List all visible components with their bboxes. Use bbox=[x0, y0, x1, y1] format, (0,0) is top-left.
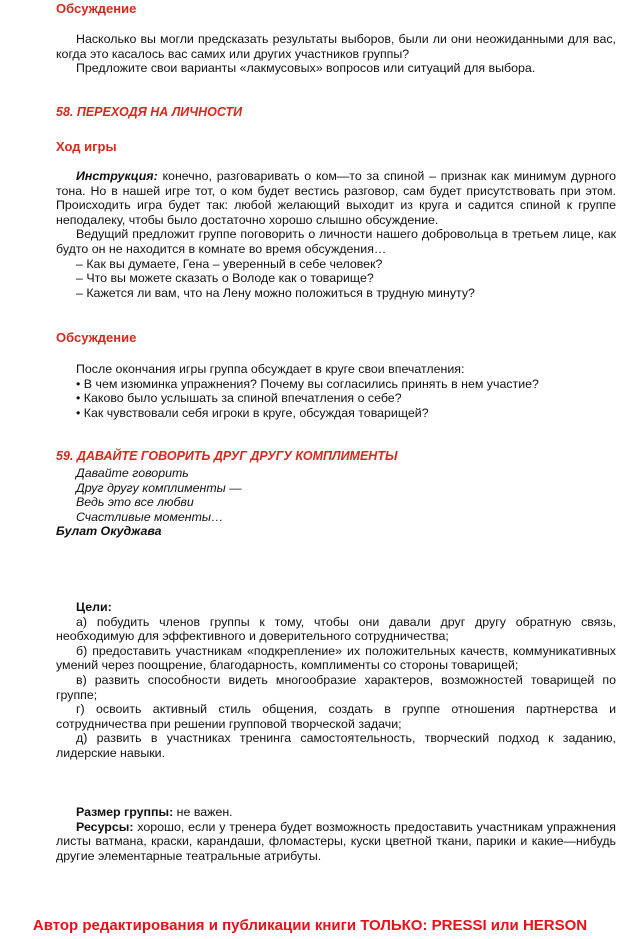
goals-label: Цели: bbox=[76, 600, 112, 614]
group-size-value: не важен. bbox=[173, 805, 233, 819]
goal-item: а) побудить членов группы к тому, чтобы они давали друг другу обратную связь, необходимую для эффективного и доверительного сотрудничества; bbox=[56, 614, 616, 644]
paragraph: Предложите свои варианты «лакмусовых» вопросов или ситуаций для выбора. bbox=[76, 61, 536, 76]
section-title: 59. ДАВАЙТЕ ГОВОРИТЬ ДРУГ ДРУГУ КОМПЛИМЕНТЫ bbox=[56, 449, 398, 463]
goal-item: д) развить в участниках тренинга самостоятельность, творческий подход к заданию, лидерские навыки. bbox=[56, 731, 616, 760]
question-item: – Что вы можете сказать о Володе как о товарище? bbox=[76, 271, 374, 286]
goal-item: в) развить способности видеть многообразие характеров, возможностей товарищей по группе; bbox=[56, 672, 616, 702]
question-item: – Кажется ли вам, что на Лену можно положиться в трудную минуту? bbox=[76, 285, 475, 300]
instruction-label: Инструкция: bbox=[76, 169, 158, 183]
group-size bbox=[56, 805, 616, 820]
resources-block bbox=[56, 805, 616, 863]
footer-credit: Автор редактирования и публикации книги ТОЛЬКО: PRESSI или HERSON bbox=[32, 917, 588, 934]
instruction-paragraph bbox=[56, 169, 616, 227]
list-item: • Как чувствовали себя игроки в круге, обсуждая товарищей? bbox=[76, 405, 429, 420]
instruction-block bbox=[56, 169, 616, 300]
instruction-text: конечно, разговаривать о ком—то за спиной – признак как минимум дурного тона. Но в нашей игре тот, о ком будет вестись разговор, сам будет присутствовать при этом. Происходить игра будет так: любой желающий выходит из круга и садится спиной к группе неподалеку, чтобы было достаточно хорошо слышно обсуждение. bbox=[56, 169, 616, 227]
course-heading: Ход игры bbox=[56, 139, 117, 154]
goal-item: г) освоить активный стиль общения, создать в группе отношения партнерства и сотрудничества при решении групповой творческой задачи; bbox=[56, 702, 616, 731]
group-size-label: Размер группы: bbox=[76, 805, 174, 819]
poem-line: Счастливые моменты… bbox=[76, 509, 224, 524]
discussion-text bbox=[56, 32, 616, 76]
discussion-intro: После окончания игры группа обсуждает в круге свои впечатления: bbox=[76, 362, 465, 376]
leader-paragraph: Ведущий предложит группе поговорить о личности нашего добровольца в третьем лице, как будто он не находится в комнате во время обсуждения… bbox=[56, 227, 616, 256]
poem-line: Давайте говорить bbox=[76, 466, 189, 480]
epigraph bbox=[56, 466, 616, 539]
list-item: • Каково было услышать за спиной впечатления о себе? bbox=[76, 391, 402, 406]
question-item: – Как вы думаете, Гена – уверенный в себе человек? bbox=[76, 256, 383, 271]
resources-label: Ресурсы: bbox=[76, 819, 134, 834]
goal-item: б) предоставить участникам «подкрепление» их положительных качеств, коммуникативных умений через поощрение, благодарность, комплименты со стороны товарищей; bbox=[56, 643, 616, 673]
paragraph: Насколько вы могли предсказать результаты выборов, были ли они неожиданными для вас, когда это касалось вас самих или других участников группы? bbox=[56, 32, 616, 61]
section-title: 58. ПЕРЕХОДЯ НА ЛИЧНОСТИ bbox=[56, 105, 243, 119]
discussion-heading: Обсуждение bbox=[56, 1, 137, 16]
resources bbox=[56, 820, 616, 864]
poem-author: Булат Окуджава bbox=[56, 524, 162, 539]
poem-line: Ведь это все любви bbox=[76, 495, 194, 510]
poem-line: Друг другу комплименты — bbox=[76, 480, 242, 495]
list-item: • В чем изюминка упражнения? Почему вы согласились принять в нем участие? bbox=[76, 376, 539, 391]
resources-text: хорошо, если у тренера будет возможность предоставить участникам упражнения листы ватмана, краски, карандаши, фломастеры, куски цветной ткани, парики и какие—нибудь другие элементарные театральные атрибуты. bbox=[56, 819, 616, 863]
discussion-list bbox=[56, 362, 616, 420]
discussion-heading: Обсуждение bbox=[56, 330, 137, 345]
goals-block bbox=[56, 600, 616, 761]
